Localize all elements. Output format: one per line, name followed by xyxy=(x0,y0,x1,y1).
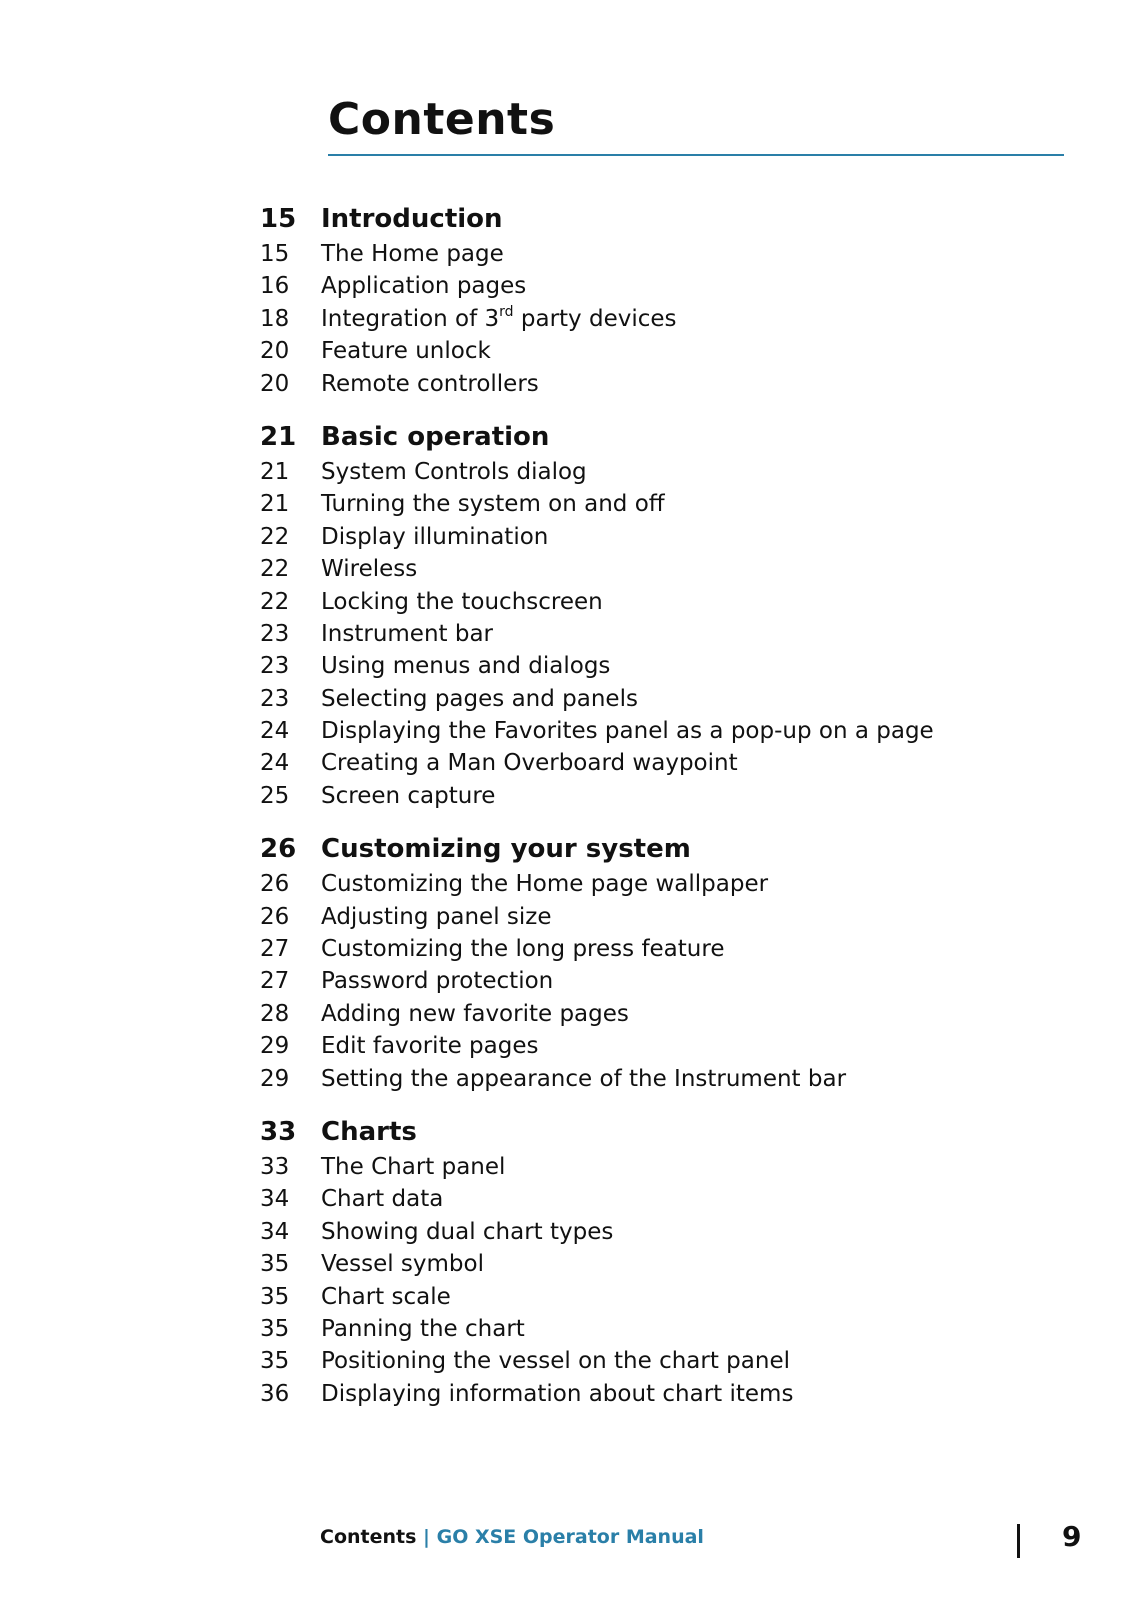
toc-entry-title xyxy=(321,553,417,585)
toc-page-number: 35 xyxy=(260,1315,290,1342)
footer xyxy=(320,1526,704,1548)
toc-entry-title xyxy=(321,998,629,1030)
toc-entry-title xyxy=(321,238,504,270)
toc-page-number: 26 xyxy=(260,903,290,930)
toc-entry[interactable] xyxy=(260,521,1080,553)
toc-page-number: 29 xyxy=(260,1065,290,1092)
page-number-divider xyxy=(1017,1524,1020,1558)
toc-entry-title xyxy=(321,303,677,335)
toc-entry-text: Application pages xyxy=(321,273,527,300)
toc-entry-text: Displaying the Favorites panel as a pop-up on a page xyxy=(321,718,934,745)
toc-page-number: 29 xyxy=(260,1033,290,1060)
toc-entry-title xyxy=(321,618,493,650)
toc-entry[interactable] xyxy=(260,901,1080,933)
toc-entry-title xyxy=(321,1183,443,1215)
toc-page-number: 21 xyxy=(260,491,290,518)
toc-page-number: 35 xyxy=(260,1283,290,1310)
footer-section: Contents xyxy=(320,1526,417,1548)
toc-entry[interactable] xyxy=(260,747,1080,779)
toc-page-number: 25 xyxy=(260,782,290,809)
toc-entry-title xyxy=(321,1151,505,1183)
toc-entry-title xyxy=(321,1378,793,1410)
toc-page-number: 34 xyxy=(260,1186,290,1213)
toc-chapter-heading[interactable] xyxy=(260,418,1080,456)
toc-chapter-heading[interactable] xyxy=(260,1113,1080,1151)
toc-entry-text: Instrument bar xyxy=(321,620,494,647)
toc-entry-text: Displaying information about chart items xyxy=(321,1380,794,1407)
toc-entry-text: Customizing the long press feature xyxy=(321,936,725,963)
toc-entry-text: Setting the appearance of the Instrument bar xyxy=(321,1065,847,1092)
toc-entry[interactable] xyxy=(260,715,1080,747)
toc-page-number: 35 xyxy=(260,1348,290,1375)
toc-page-number: 23 xyxy=(260,685,290,712)
toc-section xyxy=(260,1113,1080,1410)
toc-entry-text: Integration of 3 xyxy=(321,305,500,332)
toc-entry-text: Chart scale xyxy=(321,1283,451,1310)
toc-page-number: 15 xyxy=(260,241,290,267)
toc-entry[interactable] xyxy=(260,1030,1080,1062)
toc-chapter-title: Charts xyxy=(321,1116,417,1147)
toc-entry-title xyxy=(321,1248,484,1280)
toc-entry-title xyxy=(321,780,495,812)
toc-entry[interactable] xyxy=(260,1248,1080,1280)
toc-chapter-title: Introduction xyxy=(321,204,503,234)
toc-entry-text: Creating a Man Overboard waypoint xyxy=(321,750,738,777)
toc-page-number: 24 xyxy=(260,718,290,745)
toc-entry[interactable] xyxy=(260,1378,1080,1410)
toc-entry-title xyxy=(321,901,552,933)
toc-entry[interactable] xyxy=(260,270,1080,302)
toc-entry[interactable] xyxy=(260,650,1080,682)
toc-entry-title xyxy=(321,715,934,747)
toc-entry[interactable] xyxy=(260,1313,1080,1345)
toc-entry[interactable] xyxy=(260,488,1080,520)
toc-entry[interactable] xyxy=(260,1281,1080,1313)
toc-entry-text: Selecting pages and panels xyxy=(321,685,638,712)
toc-entry-text: Locking the touchscreen xyxy=(321,588,603,615)
toc-page-number: 28 xyxy=(260,1000,290,1027)
footer-separator: | xyxy=(416,1526,437,1548)
toc-section xyxy=(260,200,1080,400)
toc-entry-text: System Controls dialog xyxy=(321,458,587,485)
page-title: Contents xyxy=(328,94,556,145)
toc-entry[interactable] xyxy=(260,683,1080,715)
toc-entry[interactable] xyxy=(260,965,1080,997)
toc-entry[interactable] xyxy=(260,335,1080,367)
toc-entry-text: Adjusting panel size xyxy=(321,903,552,930)
toc-entry[interactable] xyxy=(260,998,1080,1030)
toc-chapter-title: Basic operation xyxy=(321,421,550,452)
toc-section xyxy=(260,418,1080,812)
toc-entry[interactable] xyxy=(260,618,1080,650)
toc-page-number: 23 xyxy=(260,653,290,680)
toc-entry-text: Chart data xyxy=(321,1186,444,1213)
toc-entry-text: Vessel symbol xyxy=(321,1251,484,1278)
toc-entry-text: Wireless xyxy=(321,556,418,583)
toc-page-number: 26 xyxy=(260,834,297,865)
toc-page-number: 20 xyxy=(260,370,290,397)
toc-page-number: 22 xyxy=(260,588,290,615)
toc-entry-text: Screen capture xyxy=(321,782,496,809)
toc-entry-title xyxy=(321,521,548,553)
toc-chapter-heading[interactable] xyxy=(260,830,1080,868)
toc-page-number: 21 xyxy=(260,458,290,485)
toc-entry-text: Display illumination xyxy=(321,523,549,550)
toc-entry[interactable] xyxy=(260,933,1080,965)
toc-entry-title xyxy=(321,933,724,965)
toc-entry-text: Remote controllers xyxy=(321,370,539,397)
toc-entry-title xyxy=(321,586,603,618)
toc-page-number: 33 xyxy=(260,1116,297,1147)
toc-page-number: 22 xyxy=(260,523,290,550)
toc-entry-title xyxy=(321,1345,790,1377)
toc-page-number: 27 xyxy=(260,936,290,963)
toc-page-number: 26 xyxy=(260,871,290,898)
toc-entry-title xyxy=(321,1313,525,1345)
toc-entry-title xyxy=(321,335,491,367)
toc-chapter-heading[interactable] xyxy=(260,200,1080,238)
toc-entry-superscript: rd xyxy=(499,303,514,320)
toc-entry[interactable] xyxy=(260,303,1080,335)
toc-entry-text: Password protection xyxy=(321,968,554,995)
toc-entry[interactable] xyxy=(260,368,1080,400)
toc-entry[interactable] xyxy=(260,1063,1080,1095)
toc-entry[interactable] xyxy=(260,868,1080,900)
toc-entry-title xyxy=(321,683,638,715)
toc-entry-text-tail: party devices xyxy=(513,305,677,332)
toc-entry-title xyxy=(321,1030,538,1062)
toc-entry-title xyxy=(321,747,738,779)
toc-entry-text: Positioning the vessel on the chart panel xyxy=(321,1348,790,1375)
toc-entry-text: Edit favorite pages xyxy=(321,1033,539,1060)
toc-entry[interactable] xyxy=(260,553,1080,585)
toc-entry[interactable] xyxy=(260,1345,1080,1377)
toc-section xyxy=(260,830,1080,1095)
toc-entry-title xyxy=(321,1216,613,1248)
toc-entry-text: Feature unlock xyxy=(321,338,491,365)
toc-entry-title xyxy=(321,270,526,302)
toc-page-number: 18 xyxy=(260,305,290,332)
toc-entry-title xyxy=(321,650,610,682)
toc-entry[interactable] xyxy=(260,586,1080,618)
toc-entry-text: The Home page xyxy=(321,241,504,267)
toc-page-number: 21 xyxy=(260,421,297,452)
toc-page-number: 24 xyxy=(260,750,290,777)
toc-entry-title xyxy=(321,488,665,520)
toc-entry[interactable] xyxy=(260,238,1080,270)
toc-entry[interactable] xyxy=(260,780,1080,812)
toc-entry[interactable] xyxy=(260,456,1080,488)
toc-chapter-title: Customizing your system xyxy=(321,834,691,865)
toc-entry-text: Adding new favorite pages xyxy=(321,1000,629,1027)
toc-page-number: 20 xyxy=(260,338,290,365)
toc-entry-title xyxy=(321,965,553,997)
toc-page-number: 23 xyxy=(260,620,290,647)
footer-manual-title: GO XSE Operator Manual xyxy=(436,1526,704,1548)
toc-page-number: 36 xyxy=(260,1380,290,1407)
toc-entry-text: Turning the system on and off xyxy=(321,491,665,518)
toc-entry-title xyxy=(321,868,768,900)
toc-page-number: 27 xyxy=(260,968,290,995)
toc-entry-title xyxy=(321,456,587,488)
toc-entry[interactable] xyxy=(260,1216,1080,1248)
toc-page-number: 16 xyxy=(260,273,290,300)
toc-page-number: 33 xyxy=(260,1153,290,1180)
page-number: 9 xyxy=(1062,1520,1082,1553)
toc-page-number: 22 xyxy=(260,556,290,583)
toc-entry-title xyxy=(321,1063,846,1095)
title-divider xyxy=(328,154,1064,156)
table-of-contents xyxy=(260,200,1080,1428)
toc-entry-text: Customizing the Home page wallpaper xyxy=(321,871,769,898)
toc-page-number: 34 xyxy=(260,1218,290,1245)
toc-entry[interactable] xyxy=(260,1183,1080,1215)
toc-page-number: 35 xyxy=(260,1251,290,1278)
toc-entry-title xyxy=(321,368,539,400)
toc-entry-text: The Chart panel xyxy=(321,1153,506,1180)
toc-entry-text: Showing dual chart types xyxy=(321,1218,614,1245)
toc-page-number: 15 xyxy=(260,204,297,234)
toc-entry-text: Using menus and dialogs xyxy=(321,653,611,680)
toc-entry[interactable] xyxy=(260,1151,1080,1183)
toc-entry-text: Panning the chart xyxy=(321,1315,525,1342)
toc-entry-title xyxy=(321,1281,451,1313)
